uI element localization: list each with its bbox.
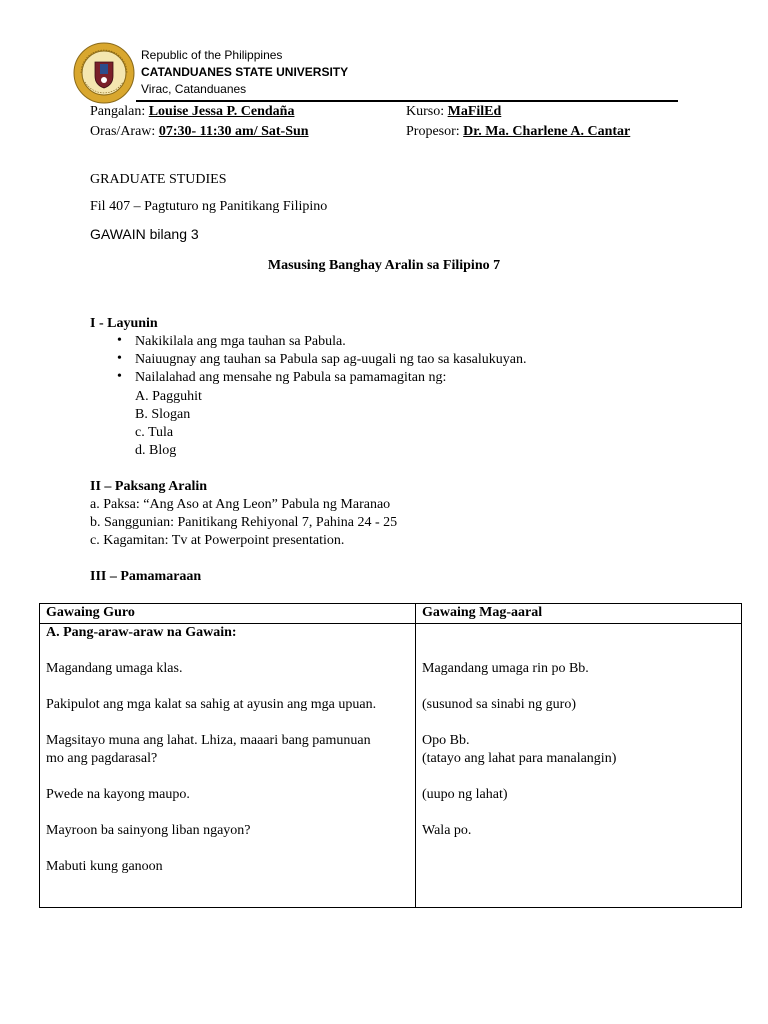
teacher-line: Pwede na kayong maupo.: [46, 787, 190, 802]
col-header-teacher: Gawaing Guro: [40, 604, 416, 624]
option-item: B. Slogan: [135, 407, 191, 422]
teacher-line: Magsitayo muna ang lahat. Lhiza, maaari bang pamunuan: [46, 733, 371, 748]
course-label: Kurso:: [406, 104, 445, 119]
option-item: d. Blog: [135, 443, 177, 458]
teacher-line: mo ang pagdarasal?: [46, 751, 158, 766]
course-value: MaFilEd: [447, 104, 502, 119]
teacher-line: Mabuti kung ganoon: [46, 859, 163, 874]
student-line: (tatayo ang lahat para manalangin): [422, 751, 617, 766]
name-value: Louise Jessa P. Cendaña: [148, 104, 295, 119]
objectives-list: [113, 334, 527, 388]
professor-field: [406, 124, 630, 140]
col-header-student: Gawaing Mag-aaral: [416, 604, 742, 624]
topic-line: a. Paksa: “Ang Aso at Ang Leon” Pabula ng Maranao: [90, 497, 391, 512]
section-topic-heading: II – Paksang Aralin: [90, 479, 208, 494]
teacher-line: Magandang umaga klas.: [46, 661, 183, 676]
objective-item: • Nakikilala ang mga tauhan sa Pabula.: [113, 334, 527, 352]
topic-details: [90, 497, 397, 551]
schedule-field: [90, 124, 309, 140]
student-line: Opo Bb.: [422, 733, 470, 748]
option-item: c. Tula: [135, 425, 174, 440]
professor-value: Dr. Ma. Charlene A. Cantar: [463, 124, 631, 139]
student-line: (susunod sa sinabi ng guro): [422, 697, 576, 712]
header-republic: Republic of the Philippines: [141, 48, 283, 62]
university-seal-logo: [73, 42, 135, 104]
student-line: Magandang umaga rin po Bb.: [422, 661, 589, 676]
program-name: GRADUATE STUDIES: [90, 172, 227, 187]
table-row: [40, 624, 742, 908]
section-objectives-heading: I - Layunin: [90, 316, 158, 331]
teacher-line: Mayroon ba sainyong liban ngayon?: [46, 823, 251, 838]
objective-item: • Naiuugnay ang tauhan sa Pabula sap ag-uugali ng tao sa kasalukuyan.: [113, 352, 527, 370]
objective-item: • Nailalahad ang mensahe ng Pabula sa pamamagitan ng:: [113, 370, 527, 388]
procedure-table: [39, 603, 742, 908]
student-activities-cell: [416, 624, 742, 908]
header-divider: [136, 100, 678, 102]
options-list: [135, 389, 202, 461]
professor-label: Propesor:: [406, 124, 460, 139]
teacher-activities-cell: [40, 624, 416, 908]
topic-line: c. Kagamitan: Tv at Powerpoint presentation.: [90, 533, 345, 548]
course-field: [406, 104, 501, 120]
student-line: Wala po.: [422, 823, 472, 838]
option-item: A. Pagguhit: [135, 389, 202, 404]
header-location: Virac, Catanduanes: [141, 82, 247, 96]
name-field: [90, 104, 294, 120]
table-header-row: [40, 604, 742, 624]
subject-name: Fil 407 – Pagtuturo ng Panitikang Filipino: [90, 199, 328, 214]
schedule-label: Oras/Araw:: [90, 124, 156, 139]
topic-line: b. Sanggunian: Panitikang Rehiyonal 7, Pahina 24 - 25: [90, 515, 398, 530]
activity-number: GAWAIN bilang 3: [90, 226, 199, 242]
student-line: (uupo ng lahat): [422, 787, 508, 802]
document-title: Masusing Banghay Aralin sa Filipino 7: [267, 258, 501, 273]
section-procedure-heading: III – Pamamaraan: [90, 569, 202, 584]
name-label: Pangalan:: [90, 104, 146, 119]
teacher-line: Pakipulot ang mga kalat sa sahig at ayusin ang mga upuan.: [46, 697, 377, 712]
table-subheading: A. Pang-araw-araw na Gawain:: [46, 625, 237, 640]
header-university: CATANDUANES STATE UNIVERSITY: [141, 65, 349, 79]
schedule-value: 07:30- 11:30 am/ Sat-Sun: [158, 124, 309, 139]
